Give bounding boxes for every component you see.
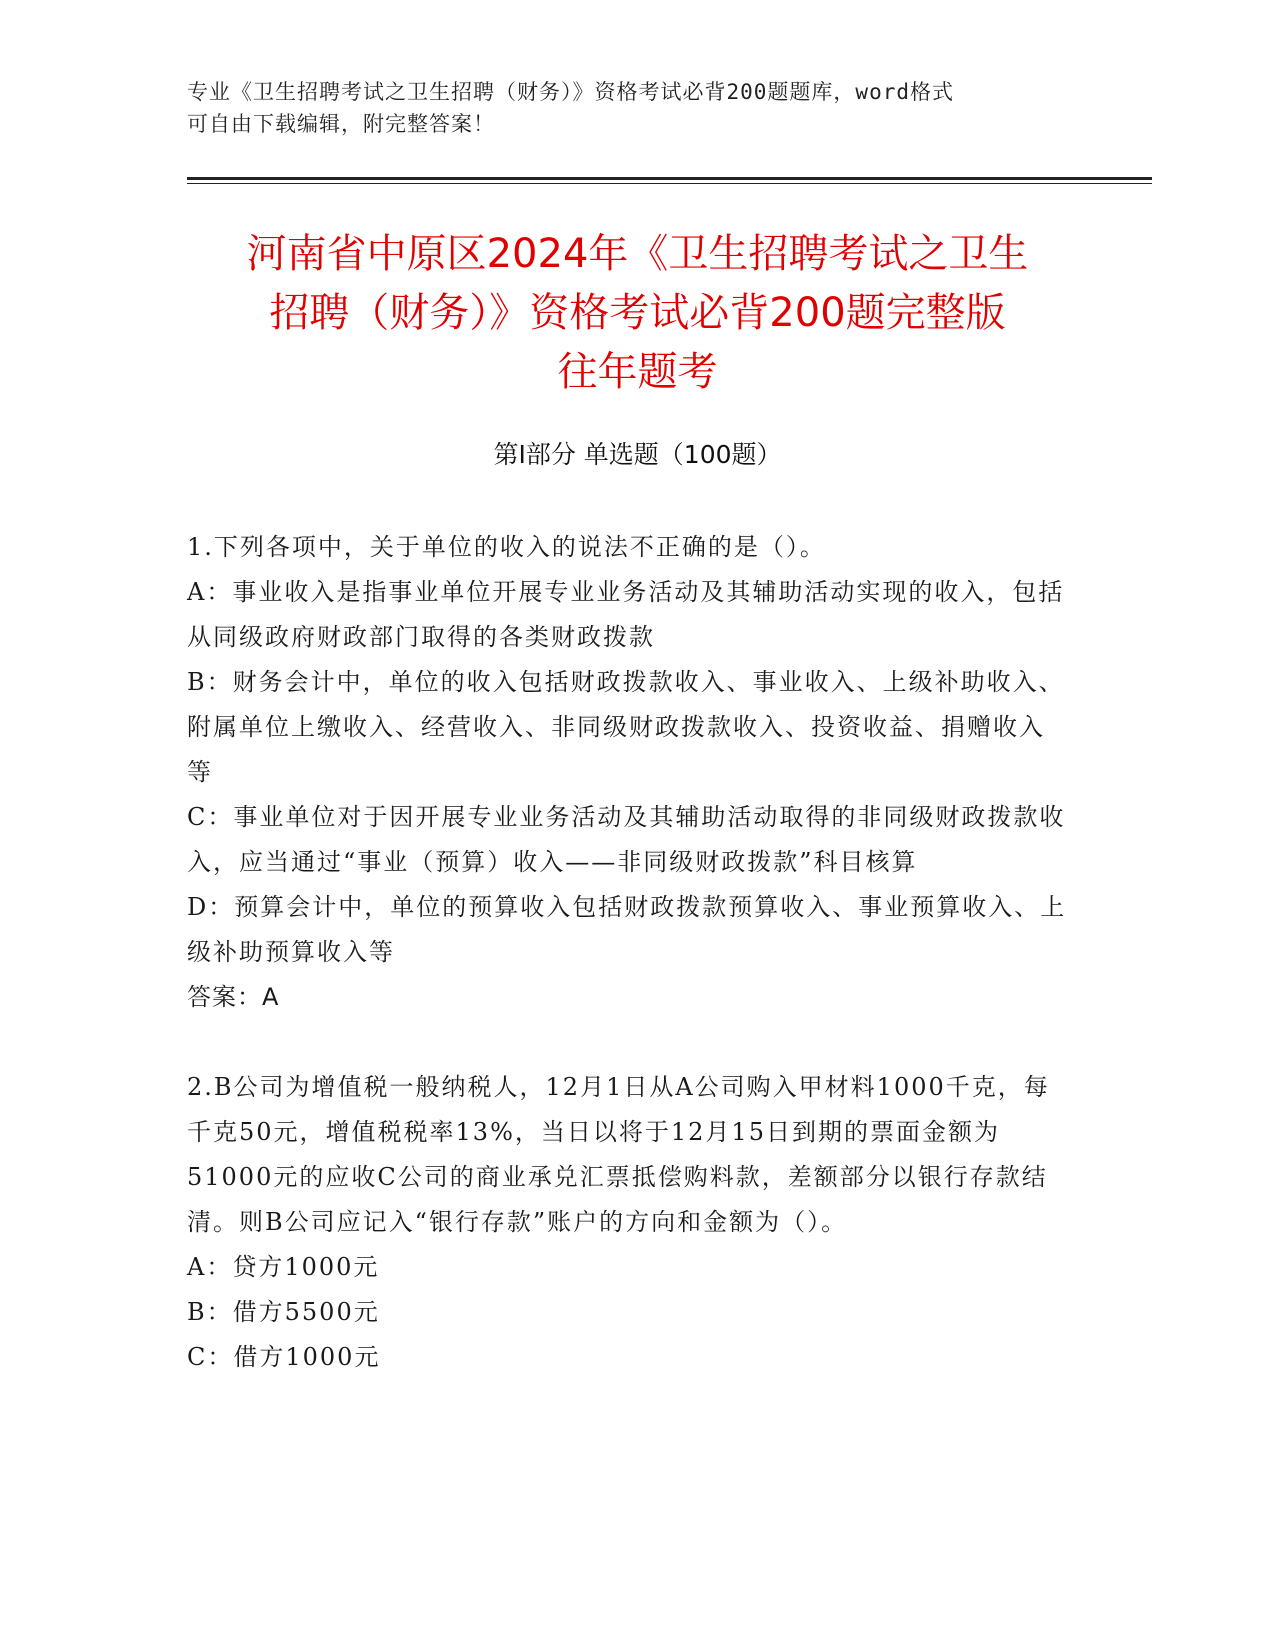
question-2-stem: 2.B公司为增值税一般纳税人，12月1日从A公司购入甲材料1000千克，每千克50元，增值税税率13%，当日以将于12月15日到期的票面金额为51000元的应收C公司的商业承兑汇票抵偿购料款，差额部分以银行存款结清。则B公司应记入“银行存款”账户的方向和金额为（）。 <box>187 1073 1050 1236</box>
question-2-option-a: A：贷方1000元 <box>187 1253 380 1281</box>
header-note-line-2: 可自由下载编辑，附完整答案！ <box>187 112 495 136</box>
question-2 <box>187 1065 1067 1380</box>
header-rule-thick <box>187 177 1152 180</box>
header-note <box>187 76 1067 140</box>
question-1-option-a: A：事业收入是指事业单位开展专业业务活动及其辅助活动实现的收入，包括从同级政府财政部门取得的各类财政拨款 <box>187 578 1065 651</box>
section-heading: 第Ⅰ部分 单选题（100题） <box>493 440 782 469</box>
title-line-1: 河南省中原区2024年《卫生招聘考试之卫生 <box>246 231 1029 277</box>
question-1-stem: 1.下列各项中，关于单位的收入的说法不正确的是（）。 <box>187 533 826 561</box>
title-line-3: 往年题考 <box>557 349 718 395</box>
question-1-option-d: D：预算会计中，单位的预算收入包括财政拨款预算收入、事业预算收入、上级补助预算收入等 <box>187 893 1067 966</box>
header-note-line-1: 专业《卫生招聘考试之卫生招聘（财务）》资格考试必背200题题库，word格式 <box>187 80 954 104</box>
question-2-option-b: B：借方5500元 <box>187 1298 380 1326</box>
document-title <box>150 225 1125 402</box>
header-rule-thin <box>187 183 1152 184</box>
title-line-2: 招聘（财务）》资格考试必背200题完整版 <box>269 290 1006 336</box>
question-1 <box>187 525 1067 1020</box>
question-list <box>187 525 1067 1380</box>
question-spacer <box>187 1020 1067 1065</box>
question-2-option-c: C：借方1000元 <box>187 1343 381 1371</box>
question-1-answer: 答案：A <box>187 983 280 1011</box>
question-1-option-b: B：财务会计中，单位的收入包括财政拨款收入、事业收入、上级补助收入、附属单位上缴收入、经营收入、非同级财政拨款收入、投资收益、捐赠收入等 <box>187 668 1065 786</box>
question-1-option-c: C：事业单位对于因开展专业业务活动及其辅助活动取得的非同级财政拨款收入，应当通过“事业（预算）收入——非同级财政拨款”科目核算 <box>187 803 1066 876</box>
